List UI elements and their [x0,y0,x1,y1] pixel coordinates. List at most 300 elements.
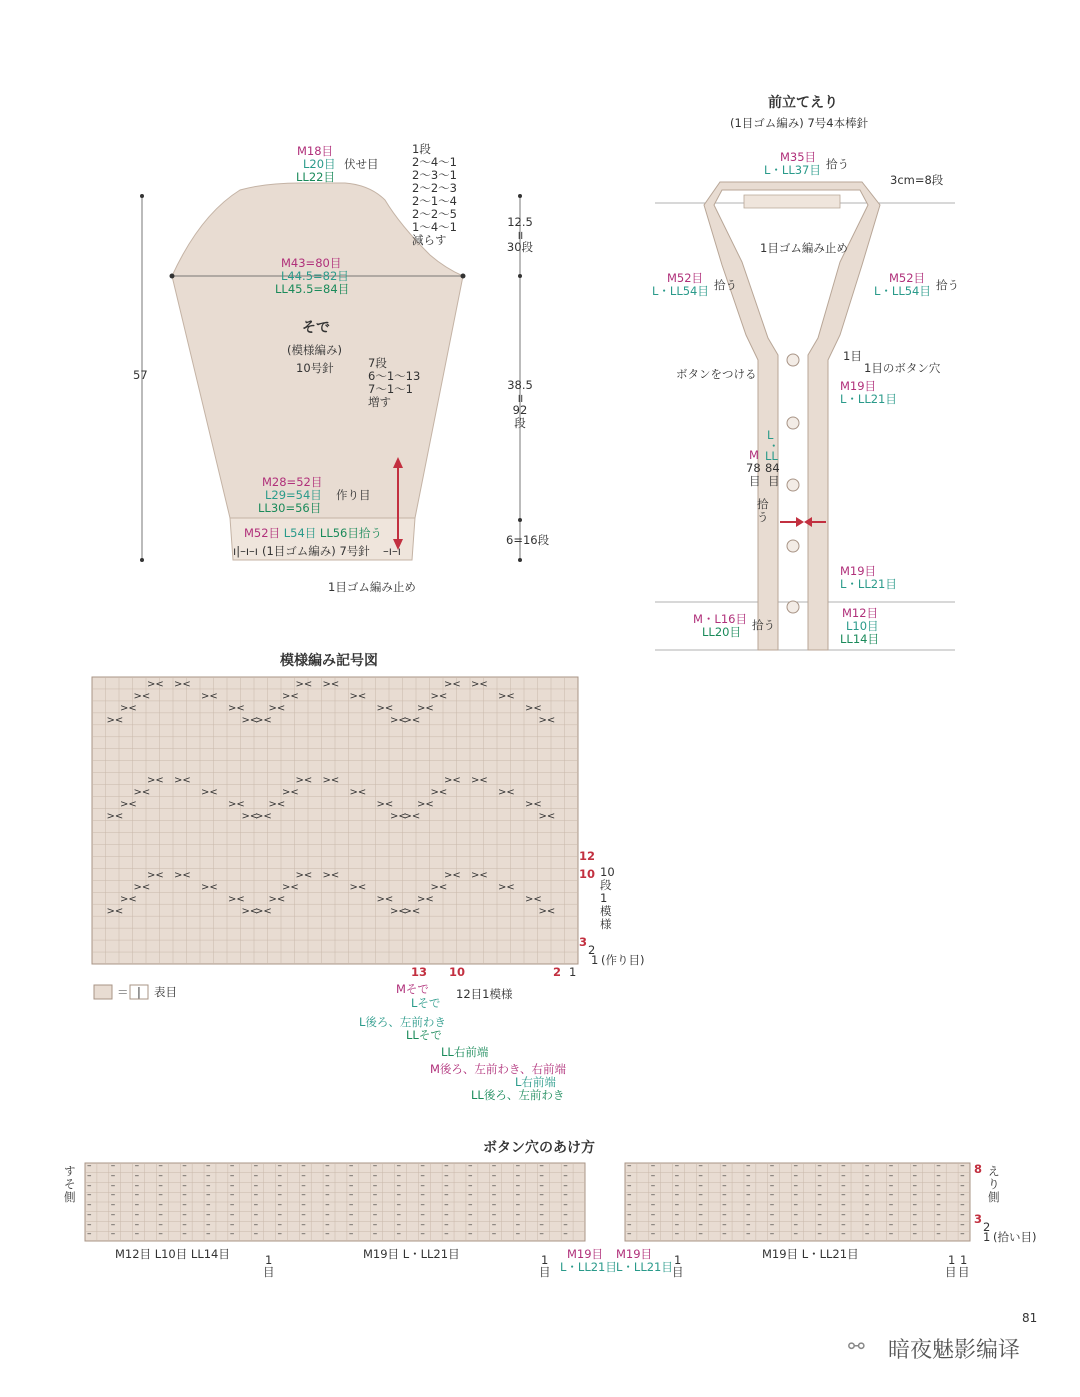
purl-mark: – [467,1219,473,1230]
purl-mark: – [841,1190,846,1201]
pickup: M52目 L54目 LL56目拾う [244,526,382,540]
purl-mark: – [793,1170,799,1181]
purl-mark: – [674,1190,680,1201]
cross-stitch-symbol: >< [147,870,164,882]
purl-mark: – [888,1190,894,1201]
bh-b1: M12目 L10目 LL14目 [115,1247,230,1261]
purl-mark: – [650,1209,656,1220]
cross-stitch-symbol: >< [390,906,407,918]
cross-stitch-symbol: >< [417,702,434,714]
purl-mark: – [888,1170,894,1181]
purl-mark: – [158,1170,163,1181]
purl-mark: – [229,1180,235,1191]
band-top-m: M35目 [780,150,817,164]
purl-mark: – [650,1200,656,1210]
purl-mark: – [372,1170,378,1181]
purl-mark: – [769,1170,775,1181]
repeat12: 12目1模様 [456,987,513,1001]
purl-mark: – [301,1200,306,1210]
purl-mark: – [110,1209,116,1220]
purl-mark: – [134,1161,140,1171]
cross-stitch-symbol: >< [430,786,448,798]
cross-stitch-symbol: >< [376,798,394,810]
purl-mark: – [698,1209,703,1220]
purl-mark: – [467,1209,473,1220]
vert-pick: 拾う [757,497,769,524]
bh-one-c: 1 [674,1253,682,1267]
watermark: 暗夜魅影编译 [888,1338,1021,1363]
purl-mark: – [206,1219,211,1230]
width-l: L44.5=82目 [281,269,349,283]
purl-mark: – [87,1209,92,1220]
purl-mark: – [277,1170,282,1181]
purl-mark: – [229,1229,235,1240]
cross-stitch-symbol: >< [120,894,137,906]
side-char-2: 側 [988,1190,1000,1204]
cross-stitch-symbol: >< [403,714,421,726]
legend-sym: | [137,985,141,999]
cross-stitch-symbol: >< [255,810,272,822]
purl-mark: – [912,1190,918,1201]
dim-cap: 12.5 [507,215,533,229]
band-left-m: M52目 [667,271,704,285]
purl-mark: – [348,1209,354,1220]
purl-mark: – [864,1180,870,1191]
purl-mark: – [253,1200,259,1210]
increase-step-0: 7段 [368,356,387,370]
bh-b4m: M19目 [616,1247,653,1261]
purl-mark: – [110,1229,116,1240]
purl-mark: – [864,1170,870,1181]
purl-mark: – [539,1170,544,1181]
cross-stitch-symbol: >< [255,714,272,726]
purl-mark: – [396,1161,402,1171]
cross-stitch-symbol: >< [417,894,434,906]
purl-mark: – [539,1180,544,1191]
purl-mark: – [206,1180,211,1191]
purl-mark: – [563,1170,568,1181]
cross-stitch-symbol: >< [498,786,515,798]
decrease-step-2: 2～3～1 [412,168,457,182]
cross-stitch-symbol: >< [201,882,218,894]
side-char-0: え [988,1164,1000,1178]
band-rib-label: 1目ゴム編み止め [760,241,848,255]
purl-mark: – [864,1200,870,1210]
purl-mark: – [396,1170,402,1181]
purl-mark: – [396,1209,402,1220]
purl-mark: – [372,1229,378,1240]
buttonhole-grid [85,1163,970,1241]
purl-mark: – [627,1209,632,1220]
increase-step-1: 6～1～13 [368,369,421,383]
bh-row-8: 8 [974,1162,983,1176]
band-title: 前立てえり [768,95,838,111]
purl-mark: – [960,1200,965,1210]
purl-mark: – [912,1161,918,1171]
cross-stitch-symbol: >< [201,786,218,798]
cross-stitch-symbol: >< [147,679,164,690]
purl-mark: – [467,1190,473,1201]
purl-mark: – [87,1200,92,1210]
purl-mark: – [912,1170,918,1181]
purl-mark: – [817,1180,822,1191]
purl-mark: – [253,1190,259,1201]
purl-mark: – [769,1180,775,1191]
purl-mark: – [650,1161,656,1171]
purl-mark: – [206,1161,211,1171]
bh-me-b: 目 [539,1265,551,1279]
purl-mark: – [515,1180,521,1191]
purl-mark: – [491,1190,497,1201]
increase-step-3: 増す [368,395,391,409]
purl-mark: – [769,1161,775,1171]
cross-stitch-symbol: >< [498,690,515,702]
purl-mark: – [110,1180,116,1191]
purl-mark: – [396,1200,402,1210]
purl-mark: – [87,1170,92,1181]
cross-stitch-symbol: >< [538,810,556,822]
purl-mark: – [722,1190,727,1201]
purl-mark: – [229,1161,235,1171]
purl-mark: – [793,1161,799,1171]
purl-mark: – [745,1190,751,1201]
purl-mark: – [936,1161,941,1171]
purl-mark: – [348,1170,354,1181]
purl-mark: – [515,1170,521,1181]
purl-mark: – [348,1229,354,1240]
purl-mark: – [936,1170,941,1181]
purl-mark: – [444,1200,449,1210]
bindoff-l: L20目 [303,157,336,171]
purl-mark: – [134,1190,140,1201]
cross-stitch-symbol: >< [282,690,299,702]
purl-mark: – [722,1219,727,1230]
purl-mark: – [277,1209,282,1220]
purl-mark: – [515,1229,521,1240]
purl-mark: – [253,1170,259,1181]
cross-stitch-symbol: >< [268,798,286,810]
cross-stitch-symbol: >< [174,679,191,690]
purl-mark: – [841,1180,846,1191]
purl-mark: – [158,1161,163,1171]
increase-list [368,357,420,409]
bh-row-3: 3 [974,1212,983,1226]
cross-stitch-symbol: >< [228,702,245,714]
cross-stitch-symbol: >< [403,906,421,918]
col-13: 13 [411,965,428,979]
cast-label: 作り目 [336,488,371,502]
purl-mark: – [769,1200,775,1210]
purl-mark: – [467,1229,473,1240]
note-ll-sode: LLそで [406,1028,442,1042]
purl-mark: – [325,1190,330,1201]
band-side-len: 3cm=8段 [890,173,944,187]
note-l-mae: L右前端 [515,1075,556,1089]
bh-one-e: 1 [960,1253,968,1267]
purl-mark: – [420,1170,425,1181]
purl-mark: – [206,1229,211,1240]
purl-mark: – [627,1200,632,1210]
purl-mark: – [563,1229,568,1240]
purl-mark: – [372,1161,378,1171]
purl-mark: – [158,1209,163,1220]
cross-stitch-symbol: >< [471,679,488,690]
vert-e1: 目 [749,474,761,488]
purl-mark: – [444,1170,449,1181]
cross-stitch-symbol: >< [430,690,448,702]
cross-stitch-symbol: >< [390,810,407,822]
purl-mark: – [110,1170,116,1181]
purl-mark: – [864,1229,870,1240]
purl-mark: – [372,1219,378,1230]
purl-mark: – [444,1209,449,1220]
decrease-step-1: 2～4～1 [412,155,457,169]
dim-eq2: ॥ [516,391,524,405]
r19b-l: L・LL21目 [840,577,897,591]
cross-stitch-symbol: >< [201,690,218,702]
purl-mark: – [627,1180,632,1191]
purl-mark: – [229,1190,235,1201]
purl-mark: – [134,1209,140,1220]
dim-body: 38.5 [507,378,533,392]
purl-mark: – [348,1161,354,1171]
purl-mark: – [396,1229,402,1240]
purl-mark: – [467,1161,473,1171]
purl-mark: – [134,1170,140,1181]
purl-mark: – [229,1170,235,1181]
purl-mark: – [650,1229,656,1240]
purl-mark: – [444,1190,449,1201]
purl-mark: – [817,1209,822,1220]
purl-mark: – [229,1200,235,1210]
cross-stitch-symbol: >< [241,810,259,822]
col-2: 2 [553,965,562,979]
repeat-char-0: 10 [600,865,615,879]
cross-stitch-symbol: >< [106,906,124,918]
chart-title: 模様編み記号図 [280,653,378,669]
purl-mark: – [158,1180,163,1191]
col-10: 10 [449,965,466,979]
purl-mark: – [467,1170,473,1181]
sleeve-height: 57 [133,368,148,382]
band-right-l: L・LL54目 [874,284,931,298]
purl-mark: – [206,1200,211,1210]
purl-mark: – [912,1229,918,1240]
bh-one-a: 1 [265,1253,273,1267]
cross-stitch-symbol: >< [241,906,259,918]
purl-mark: – [491,1209,497,1220]
purl-mark: – [745,1209,751,1220]
bh-me-d: 目 [945,1265,957,1279]
purl-mark: – [301,1170,306,1181]
width-m: M43=80目 [281,256,342,270]
purl-mark: – [444,1161,449,1171]
purl-mark: – [539,1190,544,1201]
purl-mark: – [182,1200,187,1210]
band-top-l: L・LL37目 [764,163,821,177]
purl-mark: – [817,1161,822,1171]
purl-mark: – [722,1200,727,1210]
purl-mark: – [515,1161,521,1171]
band-top-label: 拾う [826,157,849,171]
cross-stitch-symbol: >< [133,690,151,702]
side-char-2: 側 [64,1190,76,1204]
vert-m: M [749,448,759,462]
purl-mark: – [87,1229,92,1240]
band-left-l: L・LL54目 [652,284,709,298]
cross-stitch-symbol: >< [282,786,299,798]
purl-mark: – [745,1170,751,1181]
purl-mark: – [325,1209,330,1220]
purl-mark: – [301,1190,306,1201]
purl-mark: – [960,1209,965,1220]
purl-mark: – [110,1161,116,1171]
dim-eq1: ॥ [516,228,524,242]
purl-mark: – [936,1209,941,1220]
purl-mark: – [444,1180,449,1191]
band-right-m: M52目 [889,271,926,285]
purl-mark: – [110,1200,116,1210]
purl-mark: – [277,1190,282,1201]
purl-mark: – [420,1200,425,1210]
vert-l: L [767,428,774,442]
band-left-label: 拾う [714,278,737,292]
purl-mark: – [539,1209,544,1220]
purl-mark: – [110,1219,116,1230]
cross-stitch-symbol: >< [228,798,245,810]
purl-mark: – [960,1180,965,1191]
chart-row-1: 1 [591,953,599,967]
col-1: 1 [569,965,577,979]
purl-mark: – [182,1219,187,1230]
purl-mark: – [936,1200,941,1210]
purl-mark: – [563,1161,568,1171]
purl-mark: – [722,1161,727,1171]
cross-stitch-symbol: >< [120,798,137,810]
purl-mark: – [841,1219,846,1230]
purl-mark: – [182,1170,187,1181]
cross-stitch-symbol: >< [498,882,515,894]
purl-mark: – [650,1190,656,1201]
purl-mark: – [650,1180,656,1191]
purl-mark: – [87,1219,92,1230]
sleeve-needle: 10号針 [296,361,334,375]
purl-mark: – [467,1200,473,1210]
purl-mark: – [793,1209,799,1220]
purl-mark: – [627,1170,632,1181]
hole1-label: 1目のボタン穴 [864,361,941,375]
sleeve-title: そで [302,320,330,336]
purl-mark: – [698,1229,703,1240]
purl-mark: – [182,1190,187,1201]
purl-mark: – [491,1200,497,1210]
decrease-step-5: 2～2～5 [412,207,457,221]
purl-mark: – [674,1229,680,1240]
purl-mark: – [698,1190,703,1201]
chart-row-10: 10 [579,867,596,881]
purl-mark: – [888,1219,894,1230]
decrease-step-4: 2～1～4 [412,194,457,208]
purl-mark: – [325,1161,330,1171]
cross-stitch-symbol: >< [376,894,394,906]
purl-mark: – [182,1161,187,1171]
purl-mark: – [253,1229,259,1240]
purl-mark: – [467,1180,473,1191]
note-l-ushiro: L後ろ、左前わき [359,1015,446,1029]
side-char-0: す [64,1164,76,1178]
purl-mark: – [888,1229,894,1240]
purl-mark: – [745,1229,751,1240]
purl-mark: – [722,1180,727,1191]
cross-stitch-symbol: >< [268,894,286,906]
dim-body-rows: 92 [512,403,528,417]
cross-stitch-symbol: >< [322,679,340,690]
purl-mark: – [444,1229,449,1240]
cross-stitch-symbol: >< [538,906,556,918]
vert-ll: LL [765,449,778,463]
purl-mark: – [253,1161,259,1171]
purl-mark: – [674,1170,680,1181]
bh-b4l: L・LL21目 [616,1260,673,1274]
purl-mark: – [912,1219,918,1230]
purl-mark: – [87,1180,92,1191]
purl-mark: – [722,1229,727,1240]
purl-mark: – [722,1170,727,1181]
purl-mark: – [912,1200,918,1210]
purl-mark: – [229,1219,235,1230]
purl-mark: – [182,1209,187,1220]
rib-left: ı|–ı–ı [233,544,258,558]
repeat-char-1: 段 [600,878,612,892]
note-ll-mae: LL右前端 [441,1045,489,1059]
page-number: 81 [1022,1311,1038,1325]
purl-mark: – [841,1209,846,1220]
button-label: ボタンをつける [676,367,757,381]
purl-mark: – [253,1209,259,1220]
purl-mark: – [539,1161,544,1171]
chart-cast: (作り目) [601,953,645,967]
purl-mark: – [817,1229,822,1240]
purl-mark: – [325,1180,330,1191]
note-l-sode: Lそで [411,996,441,1010]
repeat-char-4: 様 [600,917,612,931]
legend-eq: ＝ [117,985,129,999]
purl-mark: – [745,1161,751,1171]
purl-mark: – [960,1190,965,1201]
purl-mark: – [444,1219,449,1230]
purl-mark: – [372,1190,378,1201]
bindoff-ll: LL22目 [296,170,335,184]
vert-n1: 78 [746,461,761,475]
decrease-step-6: 1～4～1 [412,220,457,234]
purl-mark: – [793,1219,799,1230]
cross-stitch-symbol: >< [174,870,191,882]
cross-stitch-symbol: >< [538,714,556,726]
purl-mark: – [841,1229,846,1240]
purl-mark: – [491,1180,497,1191]
purl-mark: – [206,1190,211,1201]
chart-row-12: 12 [579,849,596,863]
purl-mark: – [698,1170,703,1181]
decrease-step-3: 2～2～3 [412,181,457,195]
bh-one-d: 1 [948,1253,956,1267]
purl-mark: – [134,1180,140,1191]
purl-mark: – [420,1229,425,1240]
purl-mark: – [674,1219,680,1230]
pattern-chart-grid [92,677,578,964]
purl-mark: – [841,1161,846,1171]
band-sub: (1目ゴム編み) 7号4本棒針 [730,116,869,130]
